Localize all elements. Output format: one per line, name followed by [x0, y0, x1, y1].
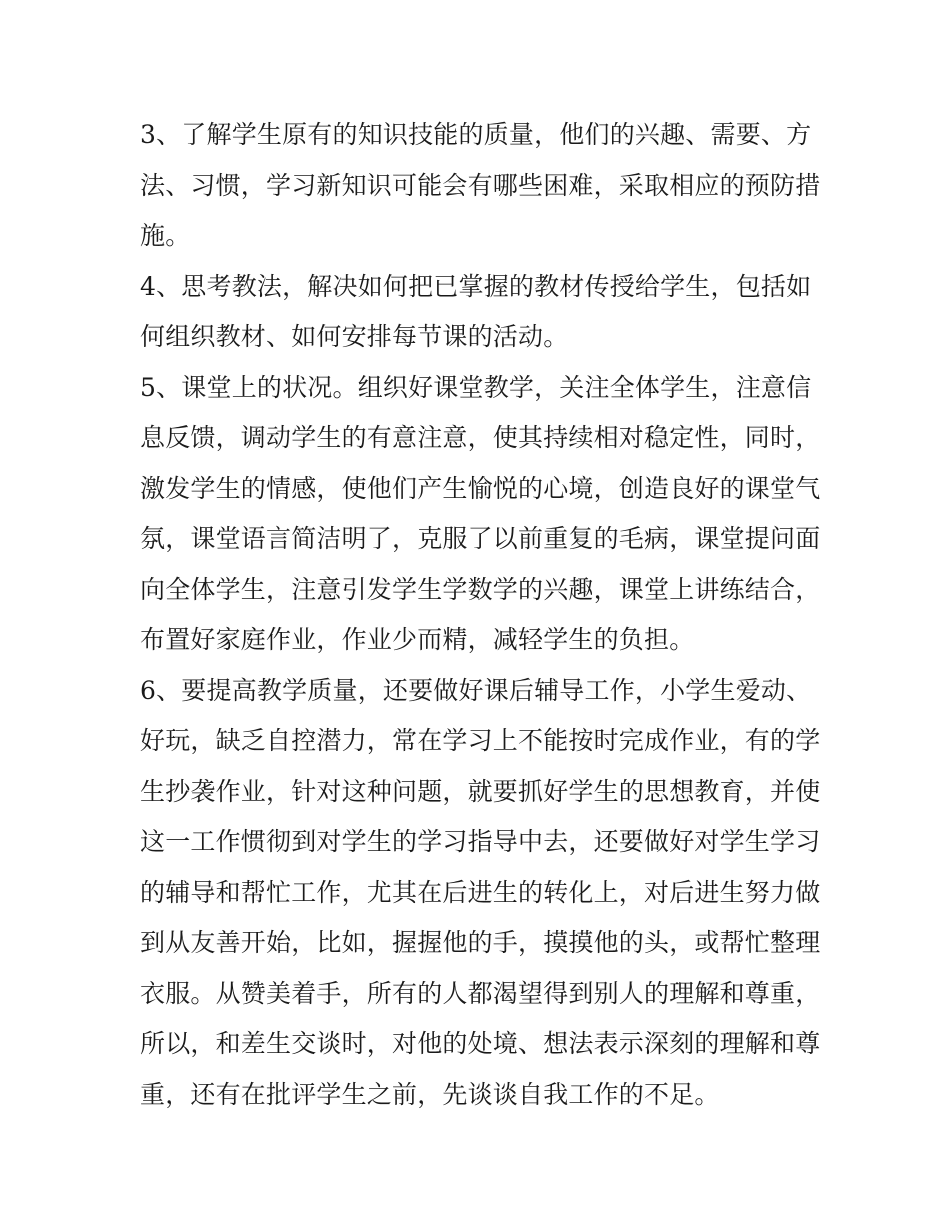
- text-line: 到从友善开始，比如，握握他的手，摸摸他的头，或帮忙整理: [140, 928, 821, 957]
- text-line: 3、了解学生原有的知识技能的质量，他们的兴趣、需要、方: [140, 120, 812, 149]
- text-line: 好玩，缺乏自控潜力，常在学习上不能按时完成作业，有的学: [140, 726, 821, 755]
- text-line: 生抄袭作业，针对这种问题，就要抓好学生的思想教育，并使: [140, 776, 821, 806]
- text-line: 息反馈，调动学生的有意注意，使其持续相对稳定性，同时，: [140, 423, 821, 452]
- text-line: 法、习惯，学习新知识可能会有哪些困难，采取相应的预防措: [140, 170, 821, 200]
- text-line: 施。: [140, 221, 191, 250]
- document-body: [140, 110, 820, 1120]
- text-line: 5、课堂上的状况。组织好课堂教学，关注全体学生，注意信: [140, 372, 812, 402]
- paragraph-item-4: [140, 262, 820, 363]
- text-line: 激发学生的情感，使他们产生愉悦的心境，创造良好的课堂气: [140, 473, 821, 503]
- text-line: 的辅导和帮忙工作，尤其在后进生的转化上，对后进生努力做: [140, 877, 821, 907]
- text-line: 4、思考教法，解决如何把已掌握的教材传授给学生，包括如: [140, 271, 812, 301]
- text-line: 所以，和差生交谈时，对他的处境、想法表示深刻的理解和尊: [140, 1029, 821, 1058]
- text-line: 何组织教材、如何安排每节课的活动。: [140, 322, 569, 351]
- paragraph-item-6: [140, 666, 820, 1121]
- text-line: 这一工作惯彻到对学生的学习指导中去，还要做好对学生学习: [140, 827, 821, 856]
- text-line: 6、要提高教学质量，还要做好课后辅导工作，小学生爱动、: [140, 675, 812, 705]
- text-line: 重，还有在批评学生之前，先谈谈自我工作的不足。: [140, 1079, 720, 1109]
- paragraph-item-5: [140, 363, 820, 666]
- text-line: 布置好家庭作业，作业少而精，减轻学生的负担。: [140, 625, 695, 654]
- text-line: 氛，课堂语言简洁明了，克服了以前重复的毛病，课堂提问面: [140, 524, 821, 553]
- paragraph-item-3: [140, 110, 820, 262]
- text-line: 衣服。从赞美着手，所有的人都渴望得到别人的理解和尊重，: [140, 978, 821, 1008]
- text-line: 向全体学生，注意引发学生学数学的兴趣，课堂上讲练结合，: [140, 574, 821, 604]
